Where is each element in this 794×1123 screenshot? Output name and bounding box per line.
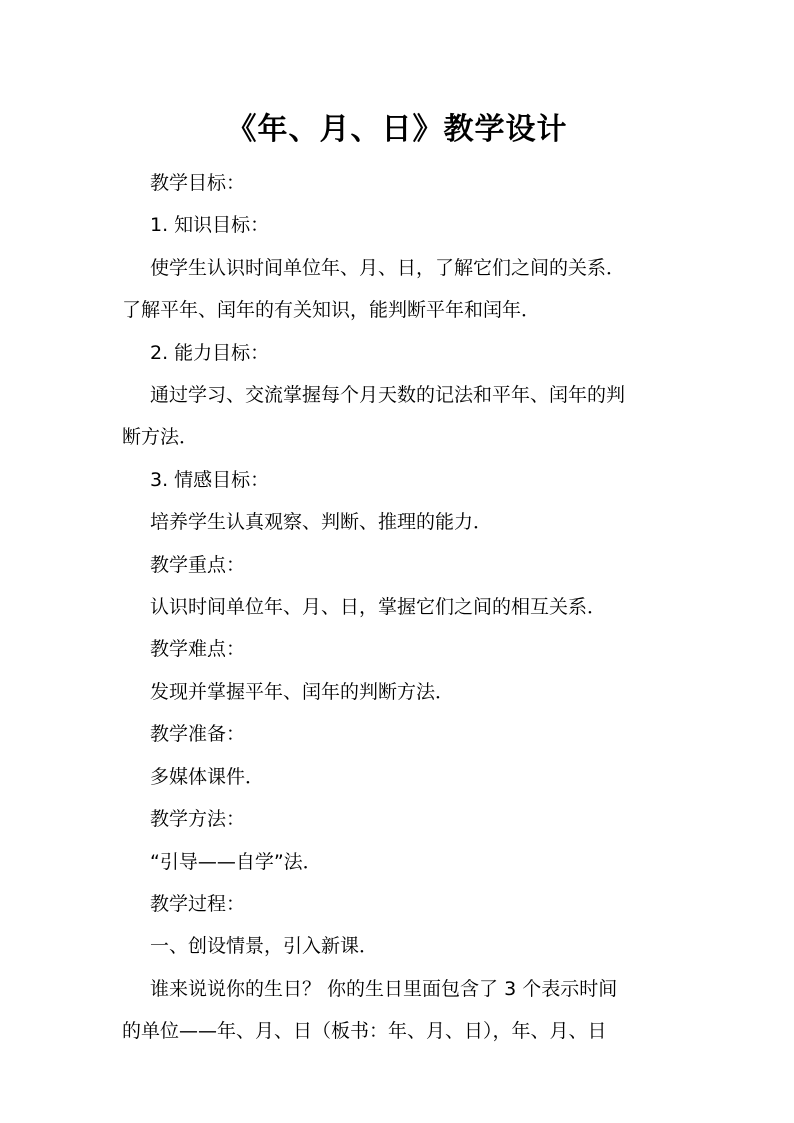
line-ability-goal-text-1: 通过学习、交流掌握每个月天数的记法和平年、闰年的判 xyxy=(150,384,626,407)
line-emotion-goal-heading: 3. 情感目标： xyxy=(150,468,270,491)
line-method-text: “引导——自学”法． xyxy=(150,850,322,873)
document-body xyxy=(122,162,674,1053)
line-process-text-2: 的单位——年、月、日（板书：年、月、日），年、月、日 xyxy=(122,1020,607,1043)
line-knowledge-goal-text-1: 使学生认识时间单位年、月、日，了解它们之间的关系． xyxy=(150,256,626,279)
line-key-points-text: 认识时间单位年、月、日，掌握它们之间的相互关系． xyxy=(150,596,607,619)
line-difficulties-text: 发现并掌握平年、闰年的判断方法． xyxy=(150,680,455,703)
line-process-step-1: 一、创设情景，引入新课． xyxy=(150,935,379,958)
line-ability-goal-text-2: 断方法． xyxy=(122,426,199,449)
line-method-heading: 教学方法： xyxy=(150,808,246,831)
line-emotion-goal-text: 培养学生认真观察、判断、推理的能力． xyxy=(150,511,493,534)
line-knowledge-goal-text-2: 了解平年、闰年的有关知识，能判断平年和闰年． xyxy=(122,299,541,322)
line-ability-goal-heading: 2. 能力目标： xyxy=(150,341,270,364)
line-preparation-text: 多媒体课件． xyxy=(150,765,265,788)
line-key-points-heading: 教学重点： xyxy=(150,553,246,576)
line-teaching-goals-heading: 教学目标： xyxy=(150,172,246,194)
line-preparation-heading: 教学准备： xyxy=(150,723,246,746)
line-difficulties-heading: 教学难点： xyxy=(150,638,246,661)
line-process-heading: 教学过程： xyxy=(150,892,246,915)
line-process-text-1: 谁来说说你的生日？ 你的生日里面包含了 3 个表示时间 xyxy=(150,977,618,1000)
line-knowledge-goal-heading: 1. 知识目标： xyxy=(150,214,270,237)
document-title: 《年、月、日》教学设计 xyxy=(226,112,568,147)
